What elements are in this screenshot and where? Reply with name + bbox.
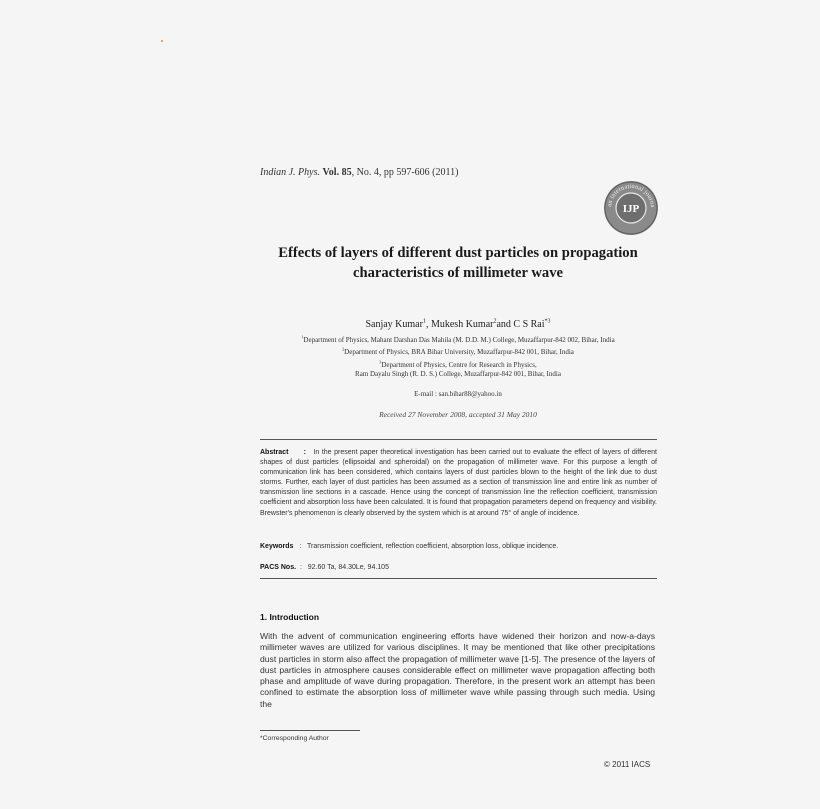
abstract-bottom-rule — [260, 578, 657, 579]
affiliation-3-cont-text: Ram Dayalu Singh (R. D. S.) College, Muzaffarpur-842 001, Bihar, India — [355, 370, 561, 378]
footnote: *Corresponding Author — [260, 735, 329, 742]
author-1: Sanjay Kumar — [365, 319, 423, 330]
journal-name: Indian J. Phys. — [260, 167, 320, 178]
journal-seal-icon — [603, 180, 659, 236]
journal-volume: Vol. 85 — [322, 167, 352, 178]
introduction-text: With the advent of communication engineering efforts have widened their horizon and now-a-days millimeter waves are utilized for various disciplines. It may be mentioned that like other precipitations dust particles in storm also affect the propagation of millimeter wave [1-5]. The presence of the layers of dust particles in atmosphere causes considerable effect on millimeter wave propagation affecting both phase and amplitude of wave during propagation. Therefore, in the present work an attempt has been confined to estimate the absorption loss of millimeter wave while passing through such media. Using the — [260, 631, 655, 709]
abstract-top-rule — [260, 439, 657, 440]
abstract-text: In the present paper theoretical investigation has been carried out to evaluate the effect of layers of different shapes of dust particles (ellipsoidal and spheroidal) on the propagation of millimeter wave. For this purpose a length of communication link has been considered, which contains layers of dust particles blown to the height of the link due to dust storms. Further, each layer of dust particles has been assumed as a section of transmission line and entire link as number of transmission line sections in a cascade. Hence using the concept of transmission line the reflection coefficient, transmission coefficient and absorption loss have been calculated. It is found that propagation parameters depend on frequency and visibility. Brewster's phenomenon is clearly observed by the system which is at around 75° of angle of incidence. — [260, 449, 657, 517]
keywords-label: Keywords — [260, 543, 294, 550]
seal-ring-text: an international journa — [606, 182, 657, 208]
affiliation-2-text: Department of Physics, BRA Bihar University, Muzaffarpur-842 001, Bihar, India — [344, 348, 574, 356]
title-line-1: Effects of layers of different dust particles on propagation — [278, 245, 638, 261]
pacs-text: 92.60 Ta, 84.30Le, 94.105 — [307, 564, 389, 571]
copyright: © 2011 IACS — [604, 760, 651, 769]
abstract-label: Abstract — [260, 449, 289, 456]
received-dates: Received 27 November 2008, accepted 31 May 2010 — [379, 410, 537, 419]
corresponding-email: E-mail : san.bihar88@yahoo.in — [414, 390, 502, 398]
affiliation-3-cont — [258, 370, 658, 379]
author-1-sup: 1 — [422, 318, 426, 325]
affiliation-1 — [258, 336, 658, 345]
abstract-sep: : — [303, 449, 306, 456]
keywords — [260, 543, 657, 550]
affiliation-1-sup: 1 — [301, 334, 304, 340]
affiliation-3-text: Department of Physics, Centre for Research in Physics, — [381, 361, 537, 369]
pacs-sep: : — [299, 564, 302, 571]
footnote-rule — [260, 730, 360, 731]
affiliation-3-sup: 3 — [379, 359, 382, 365]
author-list — [258, 319, 658, 330]
affiliation-2-sup: 2 — [342, 346, 345, 352]
paper-title — [258, 243, 658, 283]
title-line-2: characteristics of millimeter wave — [352, 265, 564, 281]
affiliation-3 — [258, 361, 658, 370]
pacs-numbers — [260, 564, 657, 571]
affiliation-1-text: Department of Physics, Mahant Darshan Das Mahila (M. D.D. M.) College, Muzaffarpur-842 002, Bihar, India — [303, 336, 615, 344]
pacs-label: PACS Nos. — [260, 564, 297, 571]
affiliation-2 — [258, 348, 658, 357]
stray-mark — [161, 40, 163, 42]
seal-center-text: IJP — [622, 203, 640, 215]
abstract — [260, 448, 657, 519]
journal-citation — [260, 167, 458, 178]
section-heading-introduction: 1. Introduction — [260, 612, 320, 622]
author-3-sup: *3 — [544, 318, 551, 325]
author-2-sup: 2 — [493, 318, 497, 325]
keywords-sep: : — [299, 543, 302, 550]
journal-issue: , No. 4, pp 597-606 (2011) — [351, 167, 459, 178]
keywords-text: Transmission coefficient, reflection coefficient, absorption loss, oblique incidence. — [306, 543, 559, 550]
author-2: , Mukesh Kumar — [425, 319, 494, 330]
author-3: and C S Rai — [496, 319, 545, 330]
